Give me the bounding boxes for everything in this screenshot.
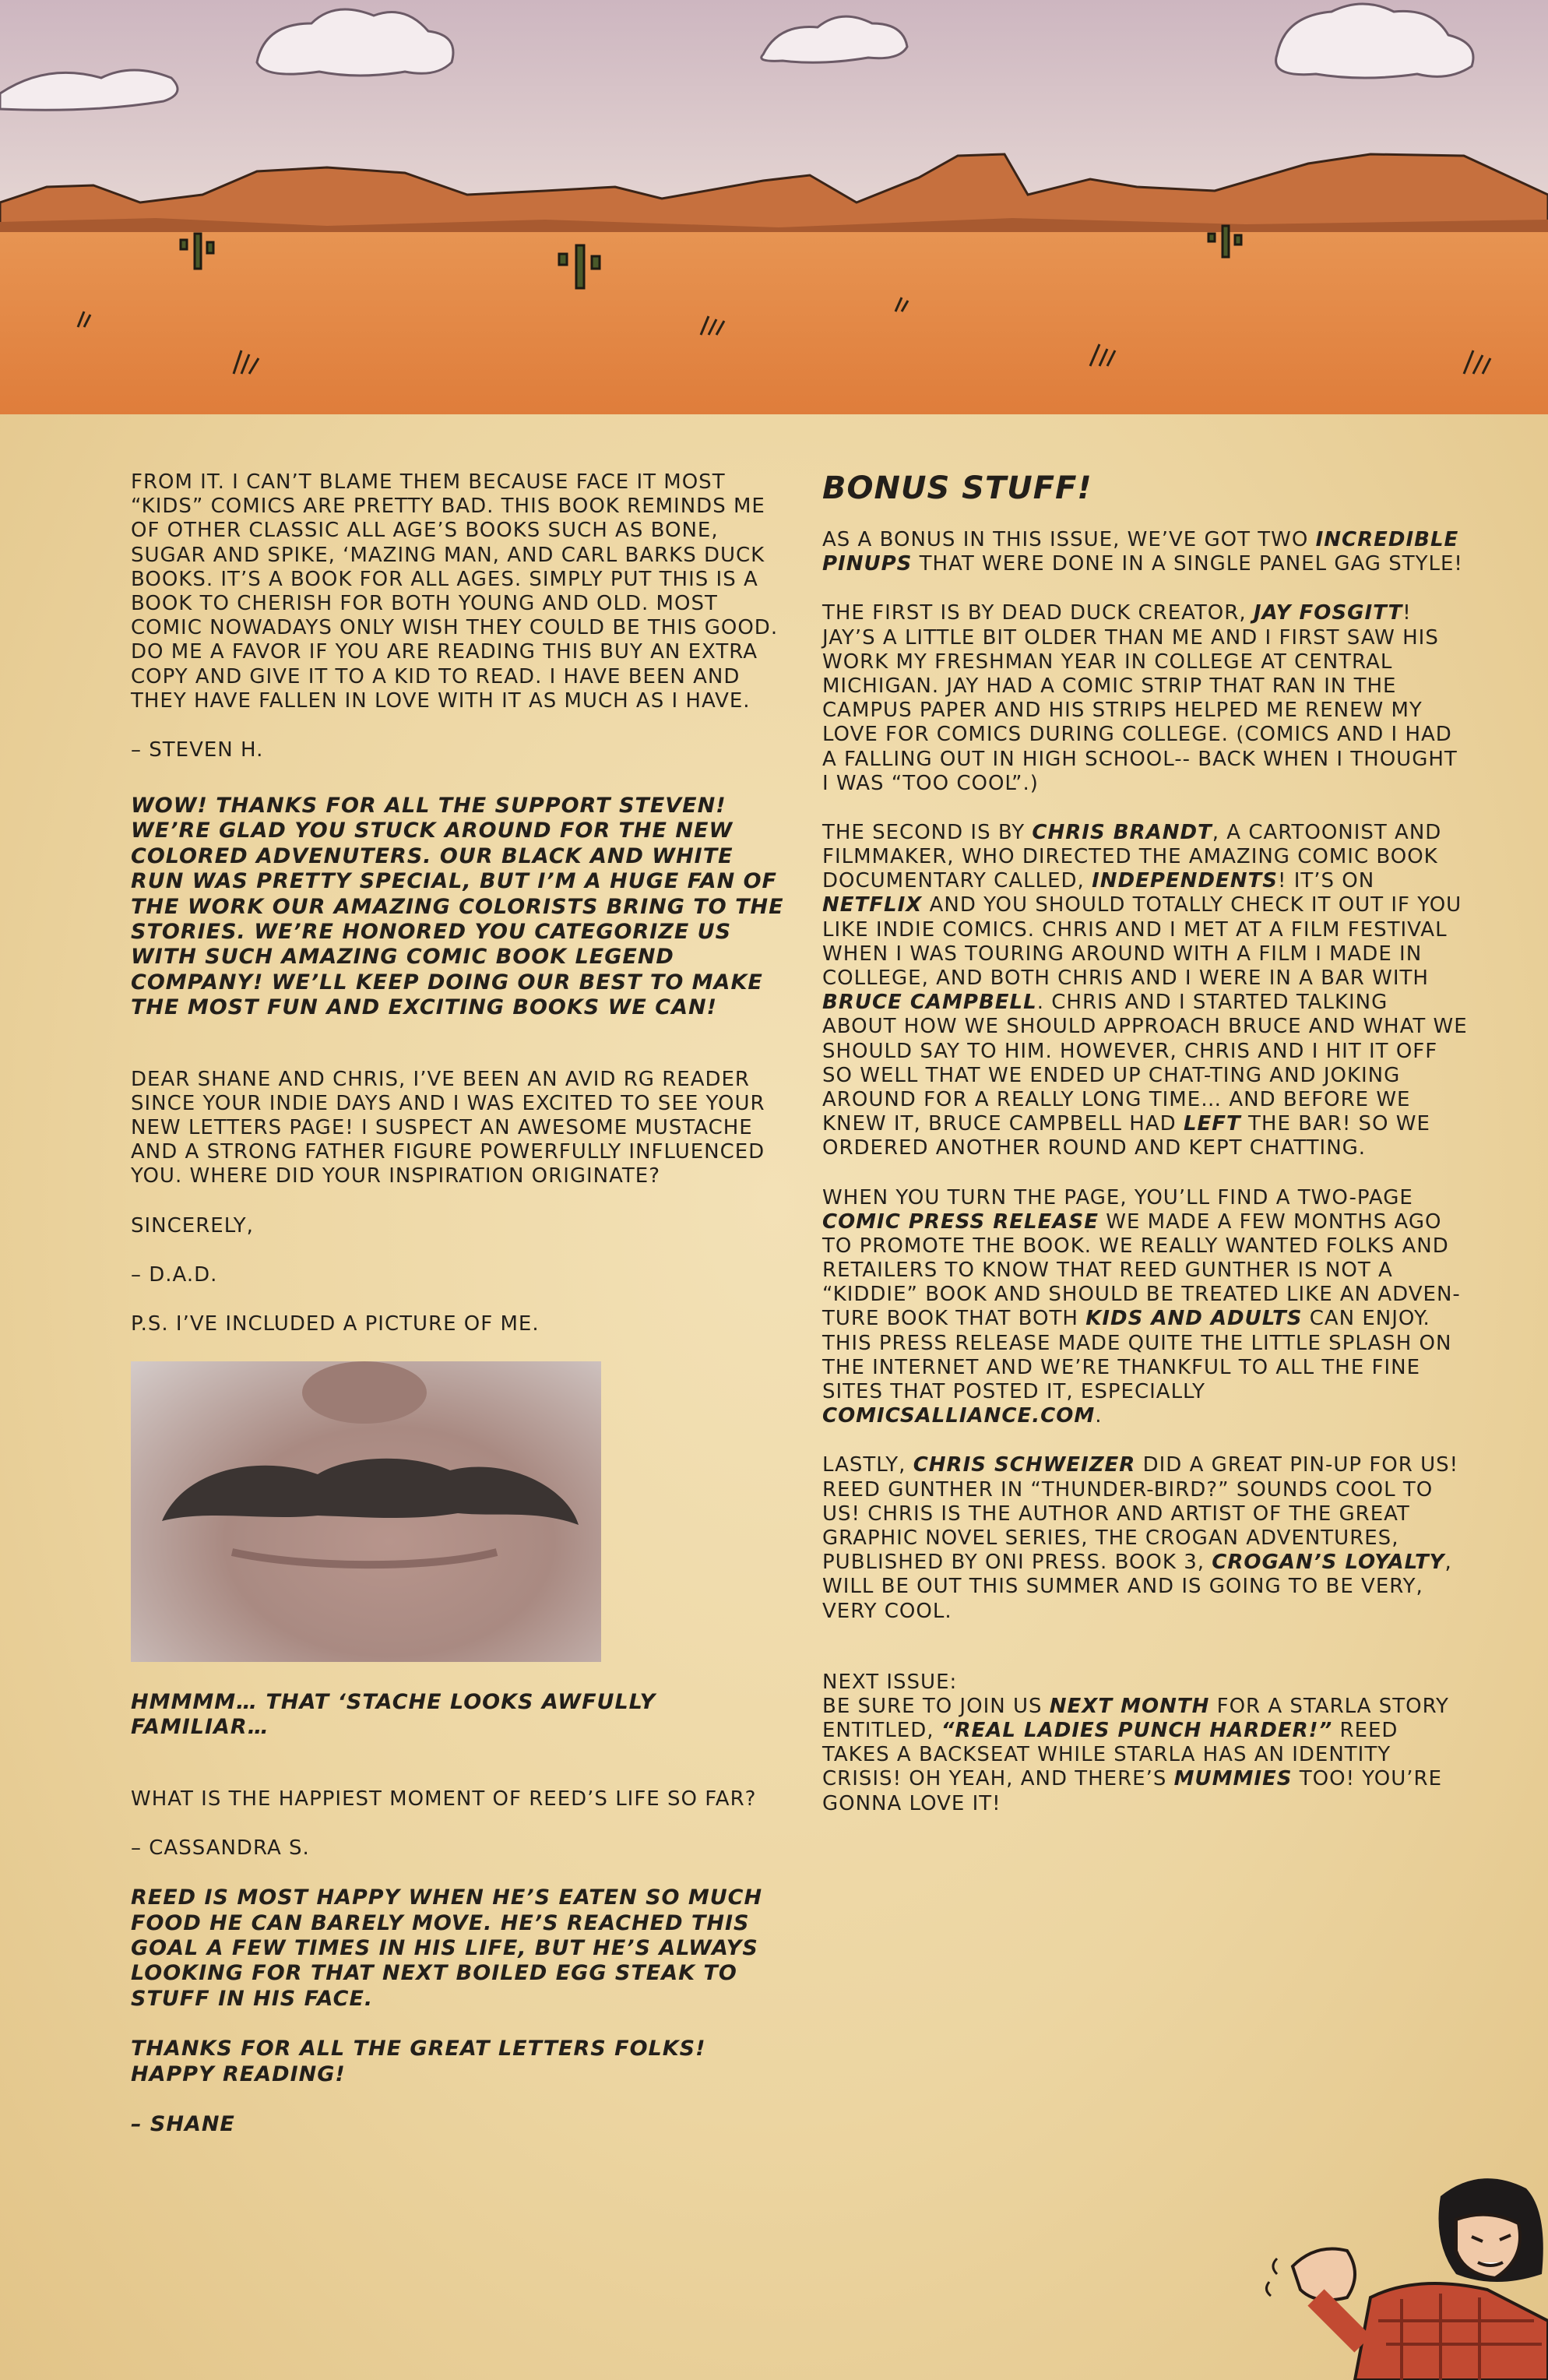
pinup-jay-fosgitt: THE FIRST IS BY DEAD DUCK CREATOR, JAY FOSGITT! JAY’S A LITTLE BIT OLDER THAN ME AND I FIRST SAW HIS WORK MY FRESHMAN YEAR IN COLLEGE AT CENTRAL MICHIGAN. JAY HAD A COMIC STRIP THAT RAN IN THE CAMPUS PAPER AND HIS STRIPS HELPED ME RENEW MY LOVE FOR COMICS DURING COLLEGE. (COMICS AND I HAD A FALLING OUT IN HIGH SCHOOL-- BACK WHEN I THOUGHT I WAS “TOO COOL”.) [822, 601, 1458, 795]
letter-steven-signature: – STEVEN H. [131, 738, 264, 762]
letter-dad-body: DEAR SHANE AND CHRIS, I’VE BEEN AN AVID RG READER SINCE YOUR INDIE DAYS AND I WAS EXCITED TO SEE YOUR NEW LETTERS PAGE! I SUSPECT AN AWESOME MUSTACHE AND A STRONG FATHER FIGURE POWERFULLY INFLUENCED YOU. WHERE DID YOUR INSPIRATION ORIGINATE? [131, 1067, 765, 1188]
reply-steven: WOW! THANKS FOR ALL THE SUPPORT STEVEN! WE’RE GLAD YOU STUCK AROUND FOR THE NEW COLORED ADVENUTERS. OUR BLACK AND WHITE RUN WAS PRETTY SPECIAL, BUT I’M A HUGE FAN OF THE WORK OUR AMAZING COLORISTS BRING TO THE STORIES. WE’RE HONORED YOU CATEGORIZE US WITH SUCH AMAZING COMIC BOOK LEGEND COMPANY! WE’LL KEEP DOING OUR BEST TO MAKE THE MOST FUN AND EXCITING BOOKS WE CAN! [131, 794, 784, 1020]
pinup-chris-brandt: THE SECOND IS BY CHRIS BRANDT, A CARTOONIST AND FILMMAKER, WHO DIRECTED THE AMAZING COMIC BOOK DOCUMENTARY CALLED, INDEPENDENTS! IT’S ON NETFLIX AND YOU SHOULD TOTALLY CHECK IT OUT IF YOU LIKE INDIE COMICS. CHRIS AND I MET AT A FILM FESTIVAL WHEN I WAS TOURING AROUND WITH A FILM I MADE IN COLLEGE, AND BOTH CHRIS AND I WERE IN A BAR WITH BRUCE CAMPBELL. CHRIS AND I STARTED TALKING ABOUT HOW WE SHOULD APPROACH BRUCE AND WHAT WE SHOULD SAY TO HIM. HOWEVER, CHRIS AND I HIT IT OFF SO WELL THAT WE ENDED UP CHAT-TING AND JOKING AROUND FOR A REALLY LONG TIME… AND BEFORE WE KNEW IT, BRUCE CAMPBELL HAD LEFT THE BAR! SO WE ORDERED ANOTHER ROUND AND KEPT CHATTING. [822, 820, 1468, 1160]
reply-cassandra: REED IS MOST HAPPY WHEN HE’S EATEN SO MUCH FOOD HE CAN BARELY MOVE. HE’S REACHED THIS GOAL A FEW TIMES IN HIS LIFE, BUT HE’S ALWAYS LOOKING FOR THAT NEXT BOILED EGG STEAK TO STUFF IN HIS FACE. [131, 1885, 763, 2011]
pinup-chris-schweizer: LASTLY, CHRIS SCHWEIZER DID A GREAT PIN-UP FOR US! REED GUNTHER IN “THUNDER-BIRD?” SOUNDS COOL TO US! CHRIS IS THE AUTHOR AND ARTIST OF THE GREAT GRAPHIC NOVEL SERIES, THE CROGAN ADVENTURES, PUBLISHED BY ONI PRESS. BOOK 3, CROGAN’S LOYALTY, WILL BE OUT THIS SUMMER AND IS GOING TO BE VERY, VERY COOL. [822, 1453, 1459, 1623]
bonus-intro: AS A BONUS IN THIS ISSUE, WE’VE GOT TWO INCREDIBLE PINUPS THAT WERE DONE IN A SINGLE PANEL GAG STYLE! [822, 528, 1463, 576]
letter-cassandra-body: WHAT IS THE HAPPIEST MOMENT OF REED’S LIFE SO FAR? [131, 1787, 757, 1811]
letter-cassandra-signature: – CASSANDRA S. [131, 1836, 310, 1861]
mustache-photo [131, 1361, 601, 1662]
letters-column [131, 470, 785, 2162]
bonus-heading: BONUS STUFF! [822, 470, 1092, 506]
next-issue: NEXT ISSUE: BE SURE TO JOIN US NEXT MONTH FOR A STARLA STORY ENTITLED, “REAL LADIES PUNCH HARDER!” REED TAKES A BACKSEAT WHILE STARLA HAS AN IDENTITY CRISIS! OH YEAH, AND THERE’S MUMMIES TOO! YOU’RE GONNA LOVE IT! [822, 1670, 1449, 1815]
closing-message: THANKS FOR ALL THE GREAT LETTERS FOLKS! HAPPY READING! [131, 2037, 706, 2086]
desert-landscape-illustration [0, 0, 1548, 414]
shane-signature: – SHANE [131, 2111, 235, 2136]
reply-dad: HMMMM… THAT ‘STACHE LOOKS AWFULLY FAMILIAR… [131, 1690, 656, 1740]
press-release-note: WHEN YOU TURN THE PAGE, YOU’LL FIND A TWO-PAGE COMIC PRESS RELEASE WE MADE A FEW MONTHS AGO TO PROMOTE THE BOOK. WE REALLY WANTED FOLKS AND RETAILERS TO KNOW THAT REED GUNTHER IS NOT A “KIDDIE” BOOK AND SHOULD BE TREATED LIKE AN ADVEN-TURE BOOK THAT BOTH KIDS AND ADULTS CAN ENJOY. THIS PRESS RELEASE MADE QUITE THE LITTLE SPLASH ON THE INTERNET AND WE’RE THANKFUL TO ALL THE FINE SITES THAT POSTED IT, ESPECIALLY COMICSALLIANCE.COM. [822, 1185, 1461, 1428]
ground [0, 232, 1548, 414]
starla-character-illustration [1261, 2165, 1548, 2380]
letter-dad-signature: – D.A.D. [131, 1262, 218, 1287]
letter-dad-ps: P.S. I’VE INCLUDED A PICTURE OF ME. [131, 1311, 540, 1336]
letter-dad-closing: SINCERELY, [131, 1213, 254, 1238]
letter-steven-body: FROM IT. I CAN’T BLAME THEM BECAUSE FACE IT MOST “KIDS” COMICS ARE PRETTY BAD. THIS BOOK REMINDS ME OF OTHER CLASSIC ALL AGE’S BOOKS SUCH AS BONE, SUGAR AND SPIKE, ‘MAZING MAN, AND CARL BARKS DUCK BOOKS. IT’S A BOOK FOR ALL AGES. SIMPLY PUT THIS IS A BOOK TO CHERISH FOR BOTH YOUNG AND OLD. MOST COMIC NOWADAYS ONLY WISH THEY COULD BE THIS GOOD. DO ME A FAVOR IF YOU ARE READING THIS BUY AN EXTRA COPY AND GIVE IT TO A KID TO READ. I HAVE BEEN AND THEY HAVE FALLEN IN LOVE WITH IT AS MUCH AS I HAVE. [131, 470, 779, 713]
bonus-column [822, 470, 1469, 1841]
